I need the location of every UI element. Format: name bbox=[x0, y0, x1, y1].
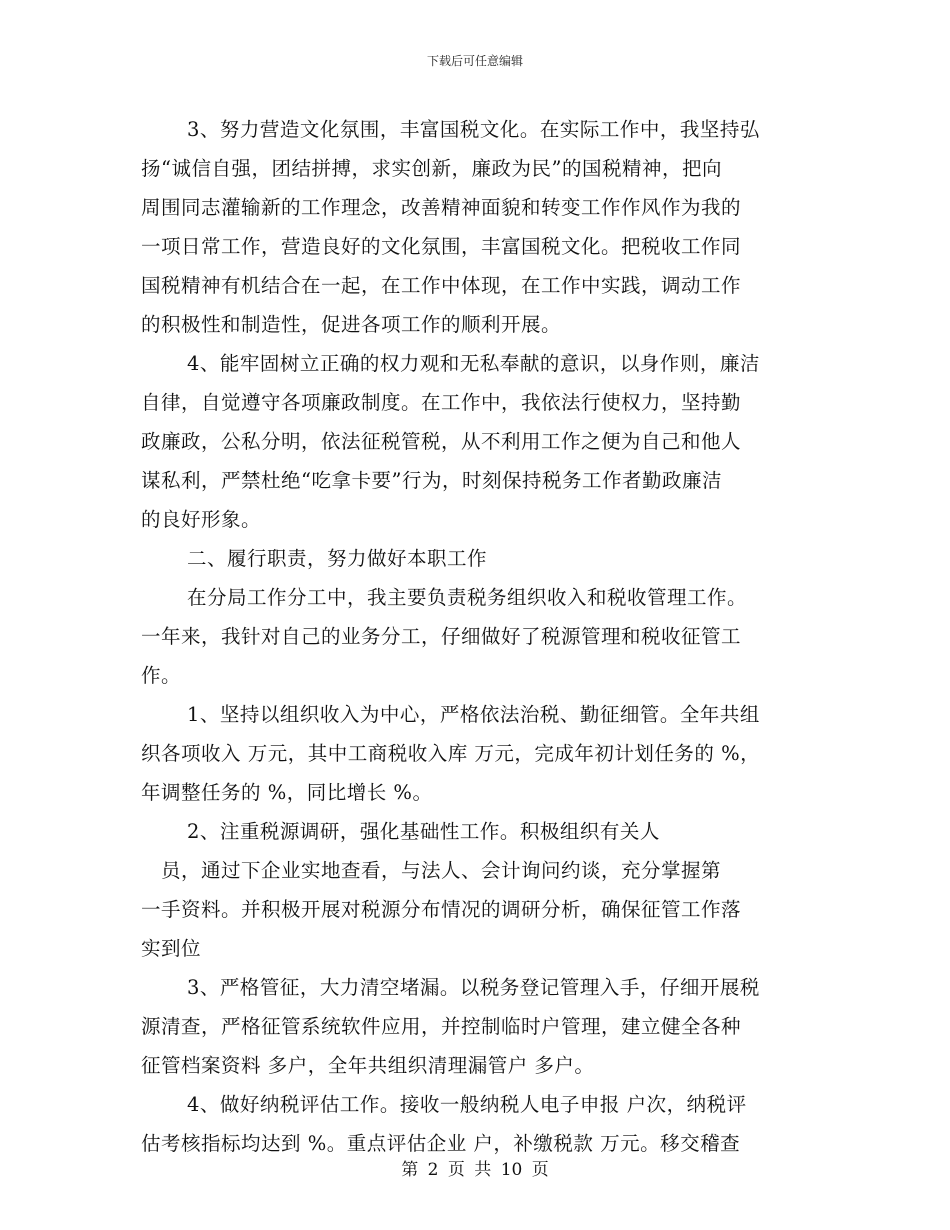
text-line: 3、严格管征，大力清空堵漏。以税务登记管理入手，仔细开展税 bbox=[187, 976, 760, 999]
text-line: 2、注重税源调研，强化基础性工作。积极组织有关人 bbox=[187, 820, 660, 843]
text-line: 谋私利，严禁杜绝“吃拿卡要”行为，时刻保持税务工作者勤政廉洁 bbox=[141, 469, 722, 492]
text-line: 1、坚持以组织收入为中心，严格依法治税、勤征细管。全年共组 bbox=[187, 703, 760, 726]
text-line: 一项日常工作，营造良好的文化氛围，丰富国税文化。把税收工作同 bbox=[141, 235, 742, 258]
text-line: 作。 bbox=[141, 664, 182, 687]
text-line: 征管档案资料 多户，全年共组织清理漏管户 多户。 bbox=[141, 1054, 595, 1077]
text-line: 员，通过下企业实地查看，与法人、会计询问约谈，充分掌握第 bbox=[161, 859, 722, 882]
text-line: 源清查，严格征管系统软件应用，并控制临时户管理，建立健全各种 bbox=[141, 1015, 742, 1038]
text-line: 政廉政，公私分明，依法征税管税，从不利用工作之便为自己和他人 bbox=[141, 430, 742, 453]
text-line: 自律，自觉遵守各项廉政制度。在工作中，我依法行使权力，坚持勤 bbox=[141, 391, 742, 414]
page-footer: 第 2 页 共 10 页 bbox=[401, 1160, 549, 1180]
text-line: 4、能牢固树立正确的权力观和无私奉献的意识，以身作则，廉洁 bbox=[187, 352, 760, 375]
text-line: 的良好形象。 bbox=[141, 508, 262, 531]
page-header: 下载后可任意编辑 bbox=[426, 54, 523, 68]
text-line: 周围同志灌输新的工作理念，改善精神面貌和转变工作作风作为我的 bbox=[141, 196, 742, 219]
text-line: 年调整任务的 %，同比增长 %。 bbox=[141, 781, 433, 804]
text-line: 一手资料。并积极开展对税源分布情况的调研分析，确保征管工作落 bbox=[141, 898, 742, 921]
text-line: 国税精神有机结合在一起，在工作中体现，在工作中实践，调动工作 bbox=[141, 274, 742, 297]
text-line: 在分局工作分工中，我主要负责税务组织收入和税收管理工作。 bbox=[187, 586, 748, 609]
text-line: 一年来，我针对自己的业务分工，仔细做好了税源管理和税收征管工 bbox=[141, 625, 742, 648]
text-line: 的积极性和制造性，促进各项工作的顺利开展。 bbox=[141, 313, 562, 336]
document-body bbox=[141, 110, 811, 1163]
text-line: 实到位 bbox=[141, 937, 202, 960]
text-line: 二、履行职责，努力做好本职工作 bbox=[187, 547, 488, 570]
text-line: 4、做好纳税评估工作。接收一般纳税人电子申报 户次，纳税评 bbox=[187, 1093, 747, 1116]
text-line: 3、努力营造文化氛围，丰富国税文化。在实际工作中，我坚持弘 bbox=[187, 118, 760, 141]
text-line: 扬“诚信自强，团结拼搏，求实创新，廉政为民”的国税精神，把向 bbox=[141, 157, 722, 180]
text-line: 织各项收入 万元，其中工商税收入库 万元，完成年初计划任务的 %， bbox=[141, 742, 761, 765]
text-line: 估考核指标均达到 %。重点评估企业 户，补缴税款 万元。移交稽查 bbox=[141, 1132, 741, 1155]
